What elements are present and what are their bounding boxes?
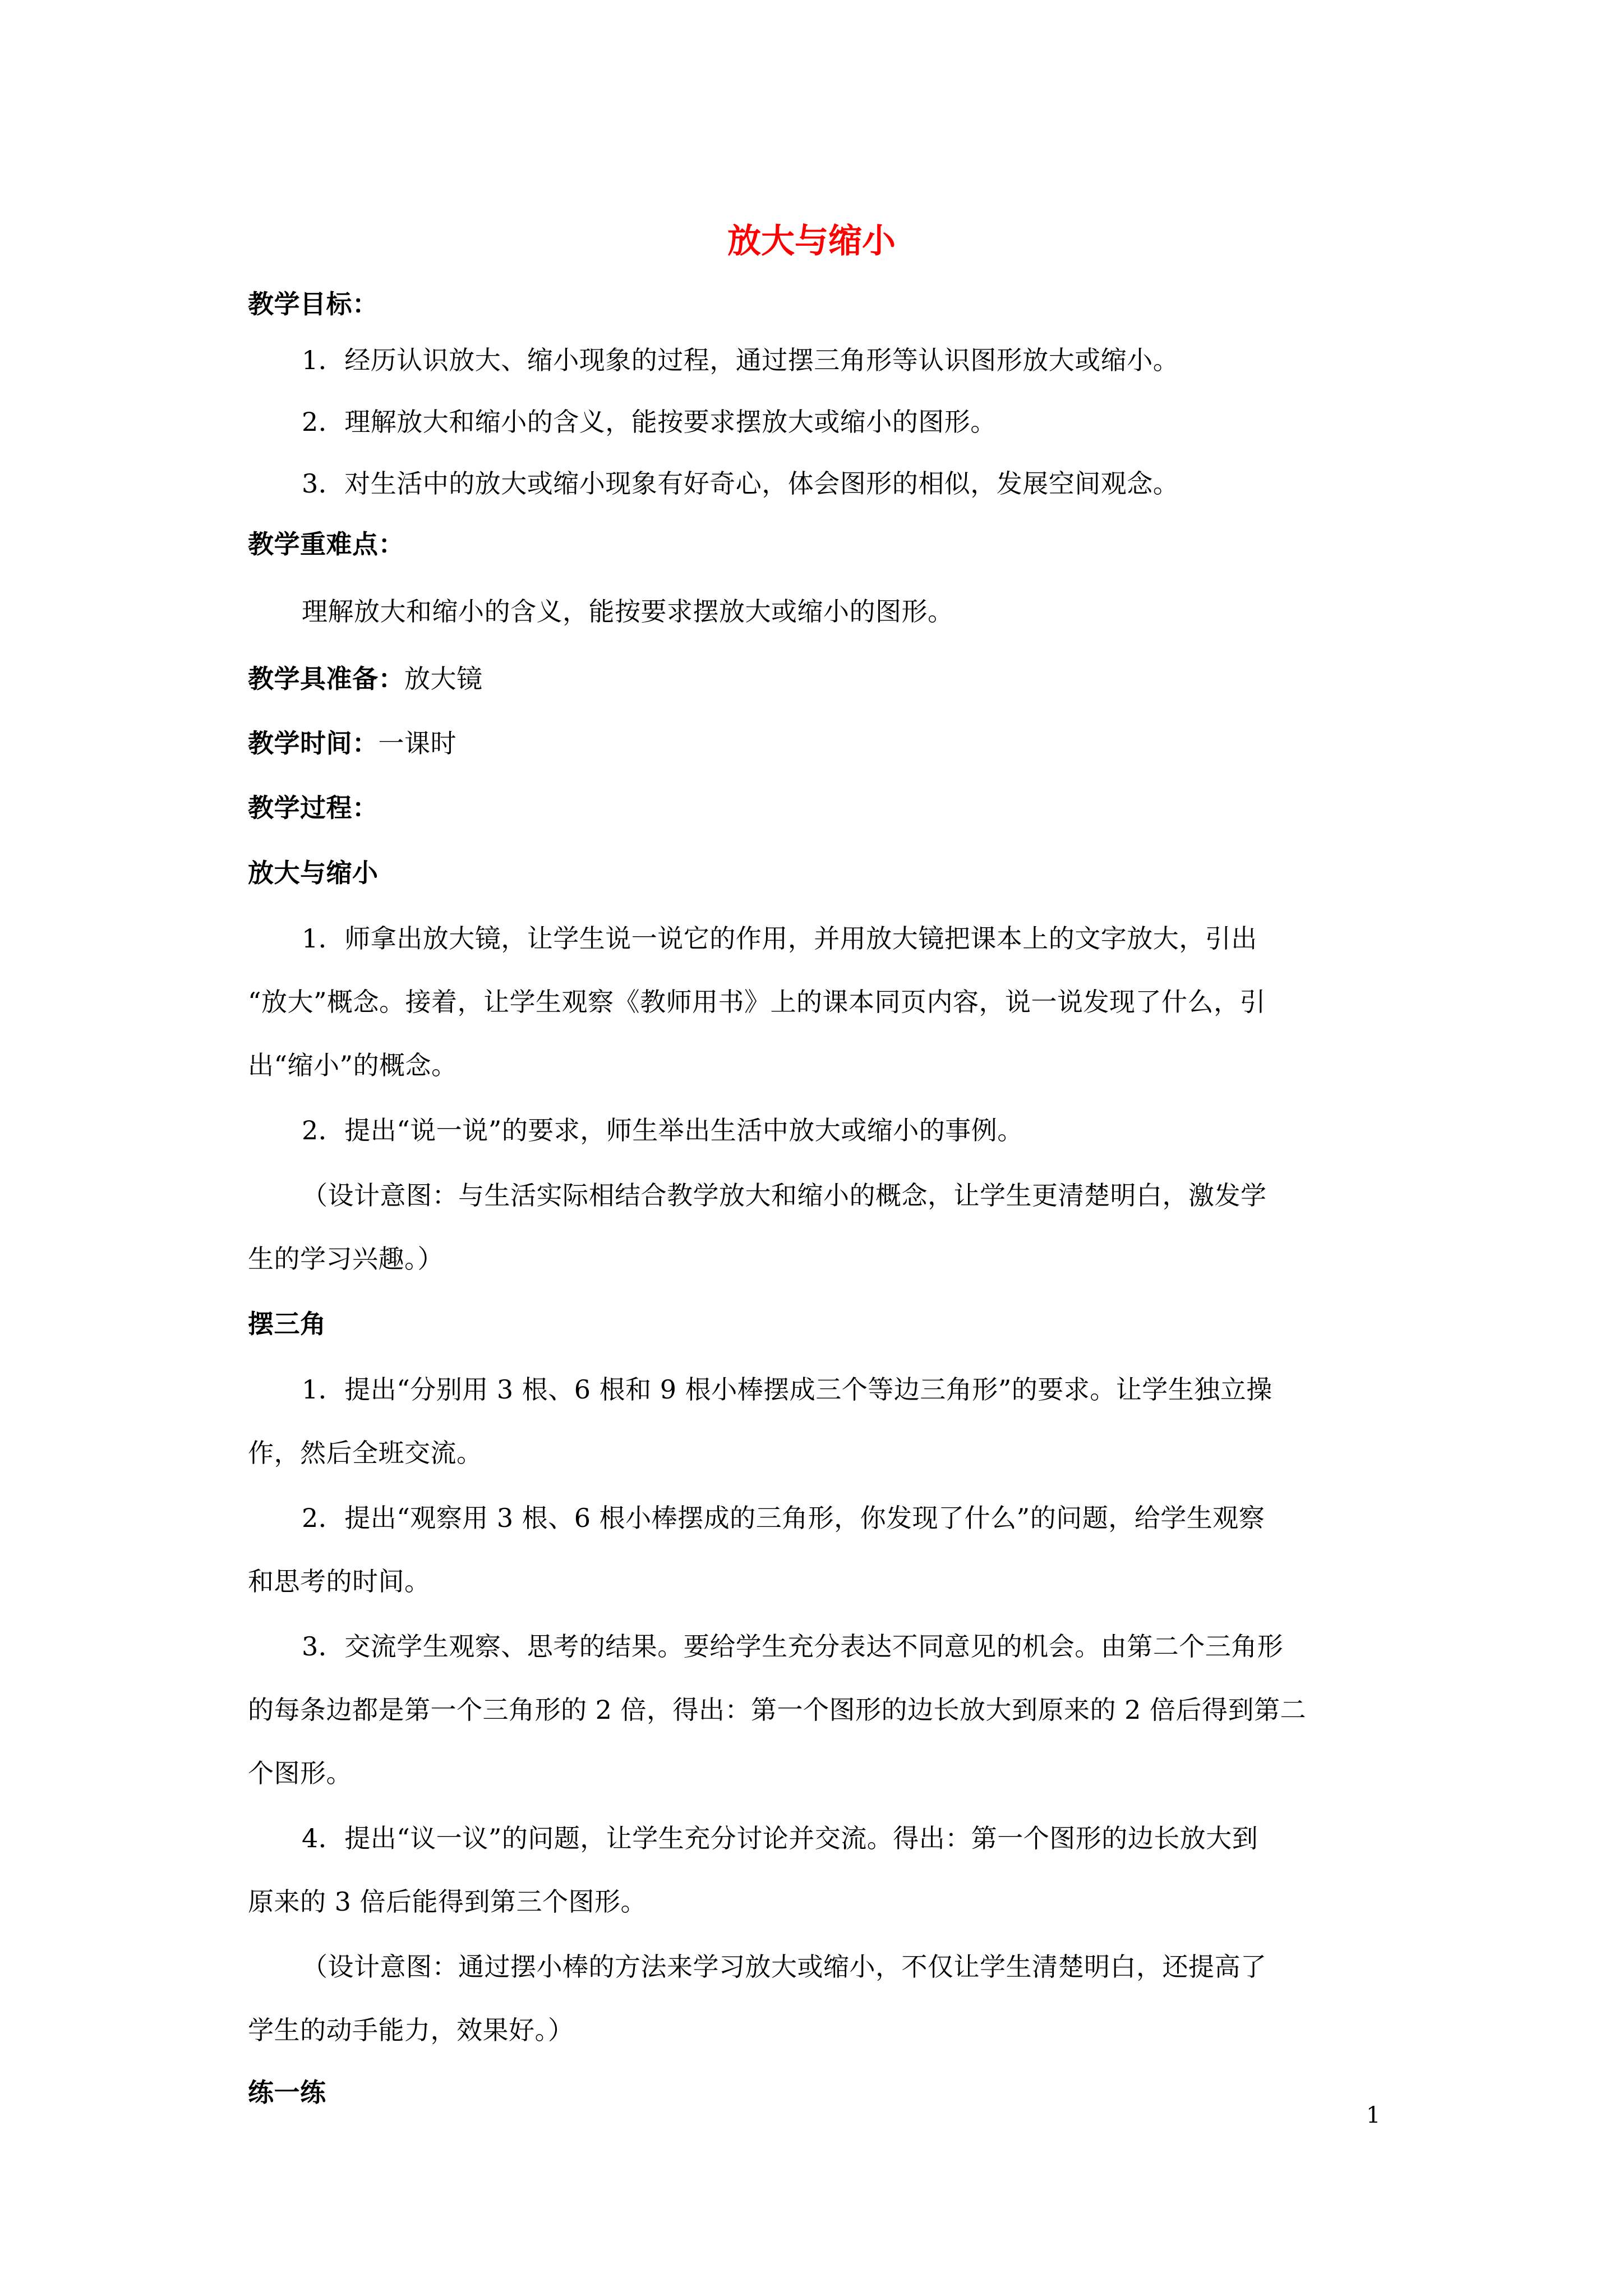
paragraph-line: 生的学习兴趣。） [248, 1244, 444, 1274]
objectives-heading: 教学目标： [248, 289, 379, 319]
paragraph-line: 1．提出“分别用 3 根、6 根和 9 根小棒摆成三个等边三角形”的要求。让学生独立操 [302, 1374, 1272, 1405]
paragraph-line: 原来的 3 倍后能得到第三个图形。 [248, 1887, 647, 1917]
paragraph-line: 的每条边都是第一个三角形的 2 倍，得出：第一个图形的边长放大到原来的 2 倍后得到第二 [248, 1695, 1307, 1725]
paragraph-line: 个图形。 [248, 1758, 352, 1788]
paragraph-line: 出“缩小”的概念。 [248, 1050, 458, 1080]
paragraph-line: 4．提出“议一议”的问题，让学生充分讨论并交流。得出：第一个图形的边长放大到 [302, 1823, 1258, 1853]
paragraph-line: （设计意图：通过摆小棒的方法来学习放大或缩小，不仅让学生清楚明白，还提高了 [302, 1952, 1267, 1982]
tools-row [248, 662, 1392, 696]
time-row [248, 726, 1392, 760]
key-points-heading: 教学重难点： [248, 529, 404, 559]
process-heading: 教学过程： [248, 793, 379, 823]
paragraph-line: 学生的动手能力，效果好。） [248, 2015, 574, 2045]
page-number: 1 [1366, 2102, 1381, 2128]
paragraph-line: 3．交流学生观察、思考的结果。要给学生充分表达不同意见的机会。由第二个三角形 [302, 1631, 1284, 1662]
document-title: 放大与缩小 [727, 222, 896, 261]
paragraph-line: 1．师拿出放大镜，让学生说一说它的作用，并用放大镜把课本上的文字放大，引出 [302, 923, 1257, 954]
section-heading: 摆三角 [248, 1309, 326, 1339]
tools-label: 教学具准备： [248, 664, 404, 694]
paragraph-line: （设计意图：与生活实际相结合教学放大和缩小的概念，让学生更清楚明白，激发学 [302, 1180, 1267, 1211]
paragraph-line: 作，然后全班交流。 [248, 1438, 483, 1468]
time-value: 一课时 [378, 728, 457, 758]
paragraph-line: 和思考的时间。 [248, 1566, 431, 1596]
section-heading: 练一练 [248, 2077, 326, 2108]
tools-value: 放大镜 [404, 664, 483, 694]
objective-item: 2．理解放大和缩小的含义，能按要求摆放大或缩小的图形。 [302, 407, 997, 437]
key-points-text: 理解放大和缩小的含义，能按要求摆放大或缩小的图形。 [302, 596, 954, 627]
objective-item: 3．对生活中的放大或缩小现象有好奇心，体会图形的相似，发展空间观念。 [302, 468, 1179, 499]
time-label: 教学时间： [248, 728, 379, 758]
objective-item: 1．经历认识放大、缩小现象的过程，通过摆三角形等认识图形放大或缩小。 [302, 345, 1179, 375]
paragraph-line: 2．提出“说一说”的要求，师生举出生活中放大或缩小的事例。 [302, 1115, 1023, 1145]
paragraph-line: 2．提出“观察用 3 根、6 根小棒摆成的三角形，你发现了什么”的问题，给学生观察 [302, 1503, 1265, 1533]
paragraph-line: “放大”概念。接着，让学生观察《教师用书》上的课本同页内容，说一说发现了什么，引 [248, 987, 1266, 1017]
section-heading: 放大与缩小 [248, 858, 379, 888]
